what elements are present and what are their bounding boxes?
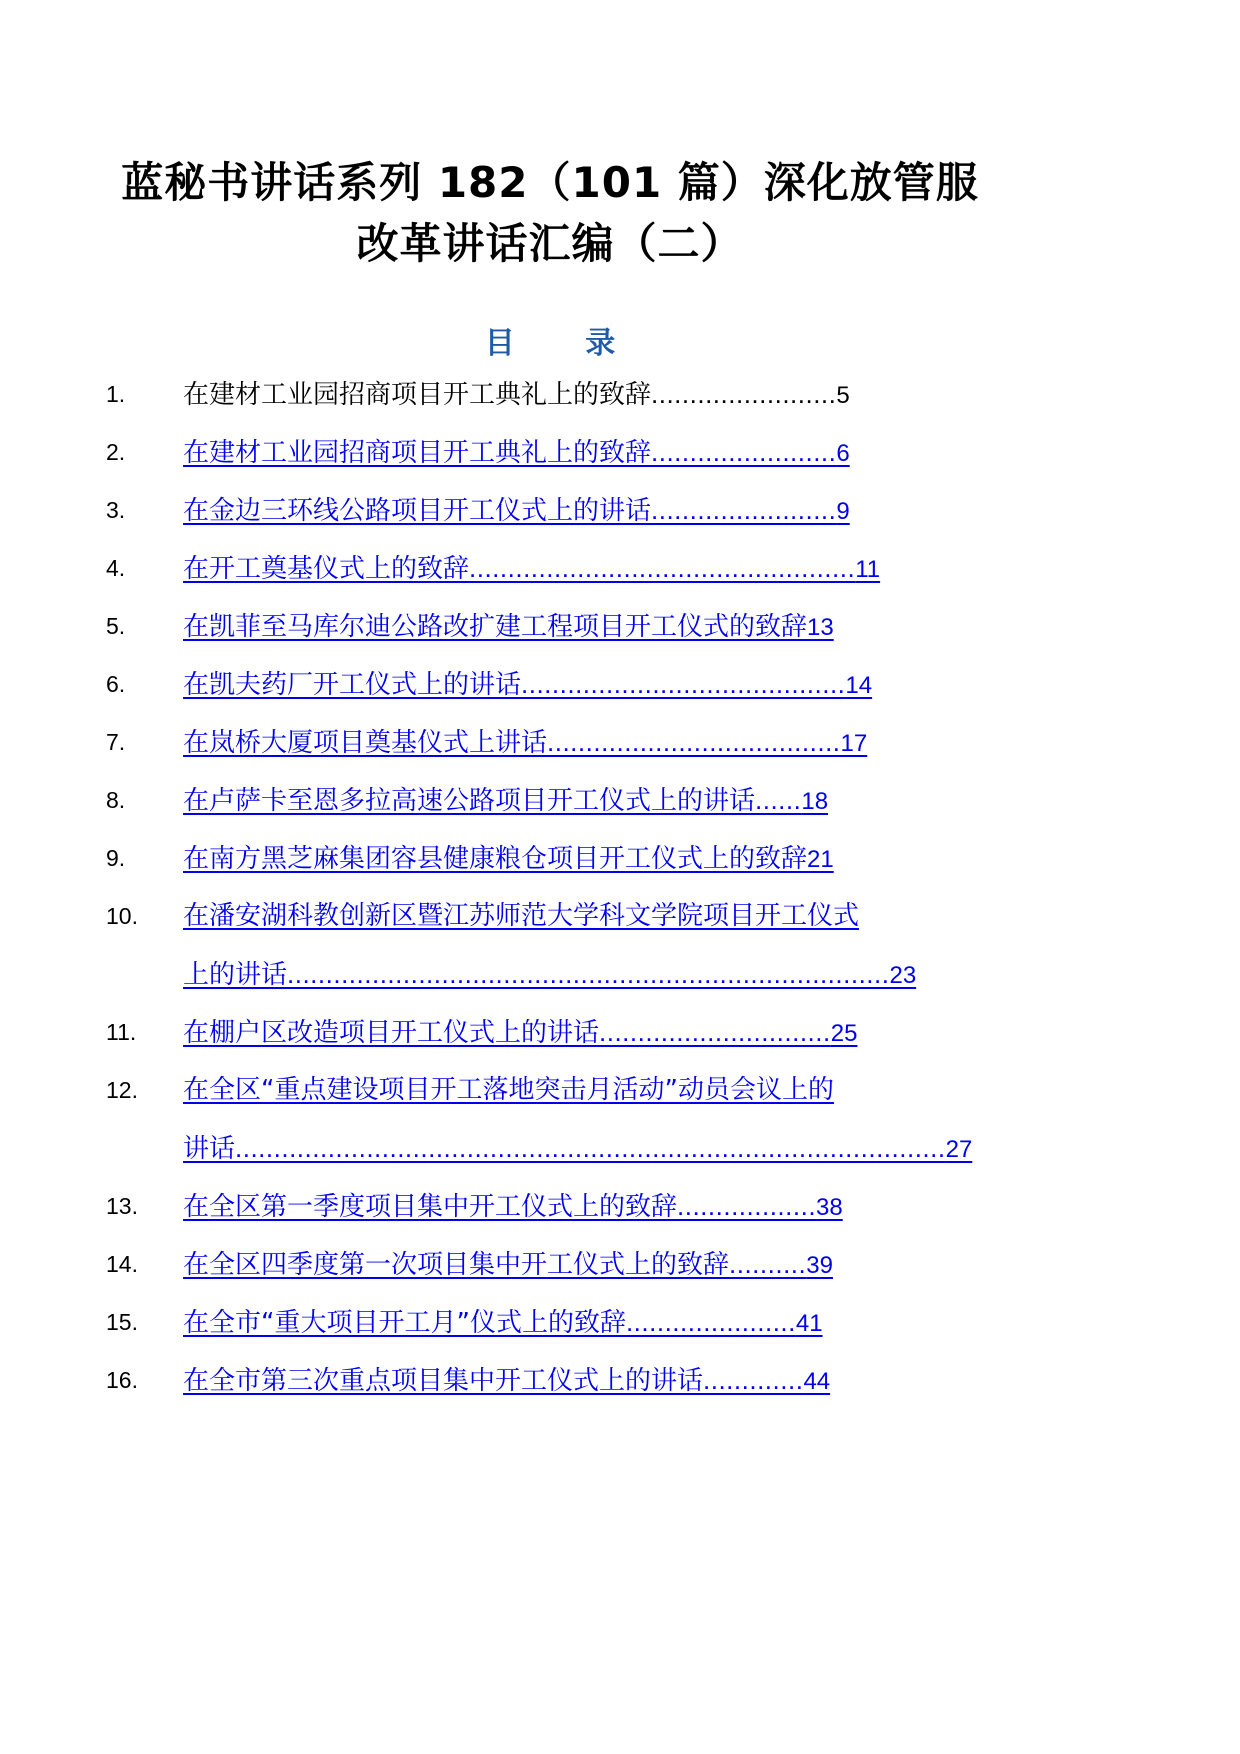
toc-entry-title-text: 在岚桥大厦项目奠基仪式上讲话	[183, 728, 548, 758]
toc-entry-title	[183, 423, 977, 483]
toc-entry-leader	[626, 1308, 823, 1338]
toc-entry-text	[183, 365, 977, 425]
toc-entry-page: 39	[806, 1252, 833, 1279]
toc-heading: 目 录	[484, 326, 646, 361]
toc-entry-title-text: 在建材工业园招商项目开工典礼上的致辞	[183, 438, 652, 468]
toc-entry	[0, 369, 1100, 427]
toc-entry-link[interactable]	[183, 829, 977, 889]
toc-entry-title	[183, 1177, 977, 1237]
toc-entry-link[interactable]	[183, 539, 977, 599]
toc-entry-page: 21	[807, 846, 834, 873]
toc-entry-number: 8.	[106, 787, 126, 813]
toc-entry-leader	[599, 1018, 857, 1048]
toc-entry-dots: ......	[755, 785, 802, 815]
toc-entry-page: 6	[836, 440, 850, 467]
toc-entry-leader	[287, 960, 916, 990]
toc-entry-number: 4.	[106, 555, 126, 581]
toc-entry-page: 41	[795, 1310, 823, 1337]
table-of-contents	[0, 369, 1100, 1413]
toc-entry-title-text: 在全市第三次重点项目集中开工仪式上的讲话	[183, 1366, 704, 1396]
toc-entry-link[interactable]	[183, 481, 977, 541]
toc-entry[interactable]	[0, 1355, 1100, 1413]
toc-entry-dots: ......................	[625, 1307, 796, 1337]
toc-entry-title-text-2: 讲话	[183, 1134, 236, 1164]
toc-entry-page: 44	[803, 1368, 831, 1395]
toc-entry-page: 9	[836, 498, 850, 525]
toc-entry-page: 14	[845, 672, 873, 699]
toc-entry-title-text: 在全区“重点建设项目开工落地突击月活动”动员会议上的	[183, 1075, 834, 1105]
toc-entry-dots: ..........................................	[521, 669, 846, 699]
toc-entry-number: 5.	[106, 613, 126, 639]
toc-entry-dots: ..........	[729, 1249, 807, 1279]
toc-entry-dots: ......................................	[547, 727, 841, 757]
toc-entry-number: 1.	[106, 381, 126, 407]
toc-entry-page: 13	[807, 614, 834, 641]
toc-entry-title	[183, 539, 977, 599]
toc-entry-number: 12.	[106, 1077, 138, 1103]
toc-entry-dots: ........................	[651, 495, 837, 525]
toc-entry-title	[183, 481, 977, 541]
toc-entry-link[interactable]	[183, 771, 977, 831]
toc-entry-title-text: 在凯夫药厂开工仪式上的讲话	[183, 670, 522, 700]
toc-entry[interactable]	[0, 891, 1100, 1007]
toc-entry[interactable]	[0, 1065, 1100, 1181]
toc-entry-link[interactable]	[183, 1003, 977, 1063]
toc-entry-link[interactable]	[183, 1177, 977, 1237]
toc-entry-leader	[651, 380, 850, 410]
toc-entry-link[interactable]	[183, 655, 977, 715]
toc-entry-page: 11	[855, 556, 881, 583]
toc-entry-number: 13.	[106, 1193, 138, 1219]
toc-entry-link[interactable]	[183, 1061, 977, 1179]
toc-entry-leader	[703, 1366, 830, 1396]
toc-entry-title	[183, 887, 977, 945]
toc-entry-title	[183, 829, 977, 889]
toc-entry-number: 7.	[106, 729, 126, 755]
toc-entry-leader	[651, 438, 850, 468]
toc-entry-title	[183, 1003, 977, 1063]
toc-entry-page: 25	[830, 1020, 858, 1047]
toc-entry-dots: ..................	[677, 1191, 817, 1221]
toc-entry-dots: ........................	[651, 437, 837, 467]
toc-entry-leader	[755, 786, 828, 816]
toc-entry-title	[183, 1061, 977, 1119]
toc-entry[interactable]	[0, 775, 1100, 833]
toc-entry-leader	[547, 728, 867, 758]
toc-entry-link[interactable]	[183, 887, 977, 1005]
toc-entry-title-text-2: 上的讲话	[183, 960, 288, 990]
toc-entry-title	[183, 771, 977, 831]
toc-entry-page: 27	[945, 1136, 973, 1163]
toc-entry[interactable]	[0, 427, 1100, 485]
toc-entry-number: 9.	[106, 845, 126, 871]
toc-entry-title-text: 在全区第一季度项目集中开工仪式上的致辞	[183, 1192, 678, 1222]
toc-entry-dots: ..................................................	[469, 553, 856, 583]
toc-entry-link[interactable]	[183, 713, 977, 773]
toc-entry-dots: .............	[703, 1365, 804, 1395]
toc-entry-page: 17	[840, 730, 868, 757]
toc-entry-link[interactable]	[183, 1235, 977, 1295]
toc-entry-title-text: 在潘安湖科教创新区暨江苏师范大学科文学院项目开工仪式	[183, 901, 860, 931]
toc-entry-title-text: 在凯菲至马库尔迪公路改扩建工程项目开工仪式的致辞	[183, 612, 808, 642]
toc-entry-number: 16.	[106, 1367, 138, 1393]
toc-entry[interactable]	[0, 1007, 1100, 1065]
toc-entry-title-continued	[183, 945, 977, 1005]
toc-entry-title	[183, 1351, 977, 1411]
toc-entry-page: 18	[801, 788, 829, 815]
toc-entry-number: 15.	[106, 1309, 138, 1335]
toc-entry-title-text: 在金边三环线公路项目开工仪式上的讲话	[183, 496, 652, 526]
toc-entry-dots: ..............................................................................	[287, 959, 890, 989]
toc-entry-number: 10.	[106, 903, 138, 929]
toc-entry-title-text: 在开工奠基仪式上的致辞	[183, 554, 470, 584]
toc-entry-number: 14.	[106, 1251, 138, 1277]
toc-entry-leader	[521, 670, 872, 700]
toc-entry-title	[183, 1293, 977, 1353]
toc-entry[interactable]	[0, 1181, 1100, 1239]
toc-entry-number: 2.	[106, 439, 126, 465]
toc-entry-leader	[677, 1192, 843, 1222]
toc-entry-page: 23	[889, 962, 917, 989]
toc-entry-title	[183, 713, 977, 773]
document-title-line-2: 改革讲话汇编（二）	[356, 219, 744, 268]
toc-entry-title-text: 在南方黑芝麻集团容县健康粮仓项目开工仪式上的致辞	[183, 844, 808, 874]
toc-entry-link[interactable]	[183, 1351, 977, 1411]
toc-entry-number: 6.	[106, 671, 126, 697]
document-title-line-1: 蓝秘书讲话系列 182（101 篇）深化放管服	[121, 158, 979, 207]
toc-entry-dots: ..............................	[599, 1017, 831, 1047]
toc-entry-page: 38	[816, 1194, 843, 1221]
toc-entry-title-continued	[183, 1119, 977, 1179]
toc-entry-title-text: 在全市“重大项目开工月”仪式上的致辞	[183, 1308, 626, 1338]
toc-entry[interactable]	[0, 601, 1100, 659]
toc-entry-title	[183, 597, 977, 657]
toc-entry[interactable]	[0, 543, 1100, 601]
toc-entry-leader	[235, 1134, 972, 1164]
toc-entry-link[interactable]	[183, 597, 977, 657]
toc-entry-page: 5	[836, 382, 850, 409]
toc-entry-number: 3.	[106, 497, 126, 523]
toc-entry-title	[183, 655, 977, 715]
toc-entry-number: 11.	[106, 1019, 137, 1045]
toc-entry[interactable]	[0, 659, 1100, 717]
toc-entry-leader	[729, 1250, 833, 1280]
toc-entry-title-text: 在建材工业园招商项目开工典礼上的致辞	[183, 380, 652, 410]
toc-entry-leader	[807, 844, 834, 874]
toc-entry-title-text: 在卢萨卡至恩多拉高速公路项目开工仪式上的讲话	[183, 786, 756, 816]
toc-entry-link[interactable]	[183, 1293, 977, 1353]
toc-entry[interactable]	[0, 833, 1100, 891]
toc-entry-title	[183, 1235, 977, 1295]
toc-entry-title-text: 在棚户区改造项目开工仪式上的讲话	[183, 1018, 600, 1048]
toc-entry-dots: ............................................................................................	[235, 1133, 946, 1163]
toc-entry-title	[183, 365, 977, 425]
toc-entry[interactable]	[0, 717, 1100, 775]
toc-entry[interactable]	[0, 1297, 1100, 1355]
toc-entry-leader	[469, 554, 880, 584]
toc-entry[interactable]	[0, 1239, 1100, 1297]
toc-entry-dots: ........................	[651, 379, 837, 409]
toc-entry-title-text: 在全区四季度第一次项目集中开工仪式上的致辞	[183, 1250, 730, 1280]
toc-entry-leader	[807, 612, 834, 642]
toc-entry-link[interactable]	[183, 423, 977, 483]
toc-entry-leader	[651, 496, 850, 526]
toc-entry[interactable]	[0, 485, 1100, 543]
